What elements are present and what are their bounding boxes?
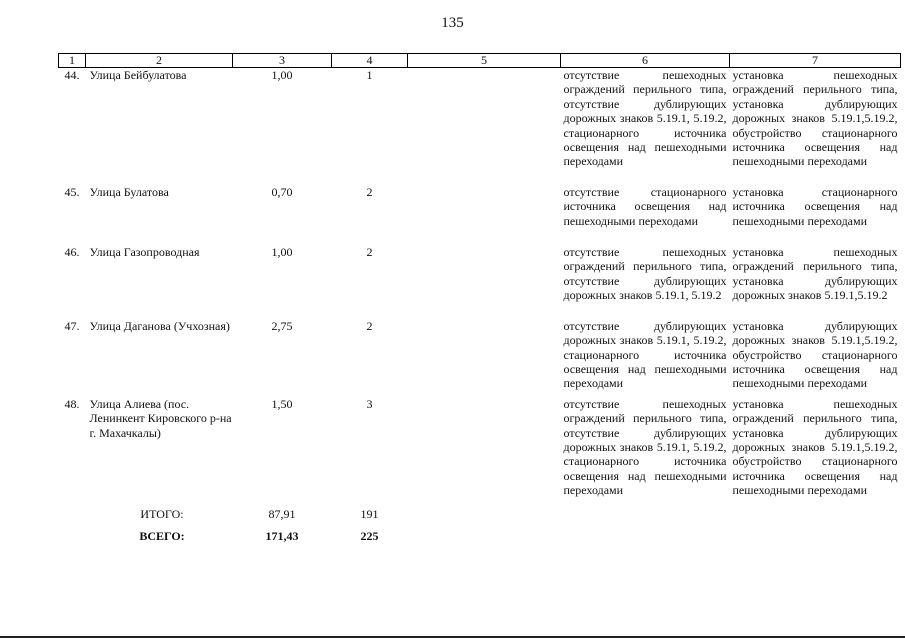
length-value: 1,50 (271, 396, 293, 411)
count-value: 2 (366, 184, 373, 199)
row-number: 45. (64, 184, 80, 199)
road-table (58, 53, 901, 543)
total-label: ИТОГО: (140, 506, 184, 521)
street-name: Улица Газопроводная (89, 245, 200, 260)
col5-value (408, 319, 561, 391)
length-value: 0,70 (271, 184, 293, 199)
page-number: 135 (441, 15, 464, 31)
table-row (59, 68, 901, 169)
header-cell: 3 (233, 54, 332, 68)
page-bottom-rule (0, 636, 905, 638)
col5-value (408, 68, 561, 169)
street-name: Улица Бейбулатова (89, 68, 187, 82)
action-text: установка пешеходных ограждений перильного типа, установка дублирующих дорожных знаков 5.19.1,5.19.2, обустройство стационарного источника освещения над пешеходными переходами (732, 68, 898, 169)
count-value: 2 (366, 318, 373, 333)
table-row (59, 245, 901, 303)
issue-text: отсутствие пешеходных ограждений перильного типа, отсутствие дублирующих дорожных знаков 5.19.1, 5.19.2 (563, 245, 727, 303)
grand-total-count: 225 (360, 528, 379, 543)
street-name: Улица Даганова (Учхозная) (89, 318, 230, 333)
header-cell: 6 (561, 54, 730, 68)
issue-text: отсутствие стационарного источника освещения над пешеходными переходами (563, 184, 727, 228)
header-cell: 2 (86, 54, 233, 68)
total-count: 191 (360, 506, 379, 521)
action-text: установка дублирующих дорожных знаков 5.19.1,5.19.2, обустройство стационарного источника освещения над пешеходными переходами (732, 318, 898, 391)
length-value: 1,00 (271, 245, 293, 260)
table-row (59, 185, 901, 228)
grand-total-label: ВСЕГО: (139, 528, 185, 543)
count-value: 2 (366, 245, 373, 260)
header-cell: 7 (730, 54, 901, 68)
action-text: установка пешеходных ограждений перильного типа, установка дублирующих дорожных знаков 5.19.1,5.19.2, обустройство стационарного источника освещения над пешеходными переходами (732, 396, 898, 498)
row-number: 46. (64, 245, 80, 260)
issue-text: отсутствие пешеходных ограждений перильного типа, отсутствие дублирующих дорожных знаков 5.19.1, 5.19.2, стационарного источника освещения над пешеходными переходами (563, 396, 727, 498)
total-row (59, 507, 901, 521)
col5-value (408, 185, 561, 228)
header-cell: 5 (408, 54, 561, 68)
header-row (59, 54, 901, 68)
action-text: установка стационарного источника освещения над пешеходными переходами (732, 184, 898, 228)
length-value: 1,00 (271, 68, 293, 82)
street-name: Улица Булатова (89, 184, 169, 199)
header-cell: 4 (332, 54, 408, 68)
header-cell: 1 (59, 54, 86, 68)
col5-value (408, 397, 561, 498)
total-length: 87,91 (268, 506, 296, 521)
table-row (59, 319, 901, 391)
col5-value (408, 245, 561, 303)
street-name: Улица Алиева (пос. Ленинкент Кировского р-на г. Махачкалы) (89, 396, 232, 440)
row-number: 44. (64, 68, 80, 82)
issue-text: отсутствие дублирующих дорожных знаков 5.19.1, 5.19.2, стационарного источника освещения над пешеходными переходами (563, 318, 727, 391)
count-value: 1 (366, 68, 373, 82)
count-value: 3 (366, 396, 373, 411)
length-value: 2,75 (271, 318, 293, 333)
grand-total-length: 171,43 (265, 528, 299, 543)
table-row (59, 397, 901, 498)
row-number: 47. (64, 318, 80, 333)
grand-total-row (59, 529, 901, 543)
action-text: установка пешеходных ограждений перильного типа, установка дублирующих дорожных знаков 5.19.1,5.19.2 (732, 245, 898, 303)
issue-text: отсутствие пешеходных ограждений перильного типа, отсутствие дублирующих дорожных знаков 5.19.1, 5.19.2, стационарного источника освещения над пешеходными переходами (563, 68, 727, 169)
row-number: 48. (64, 396, 80, 411)
